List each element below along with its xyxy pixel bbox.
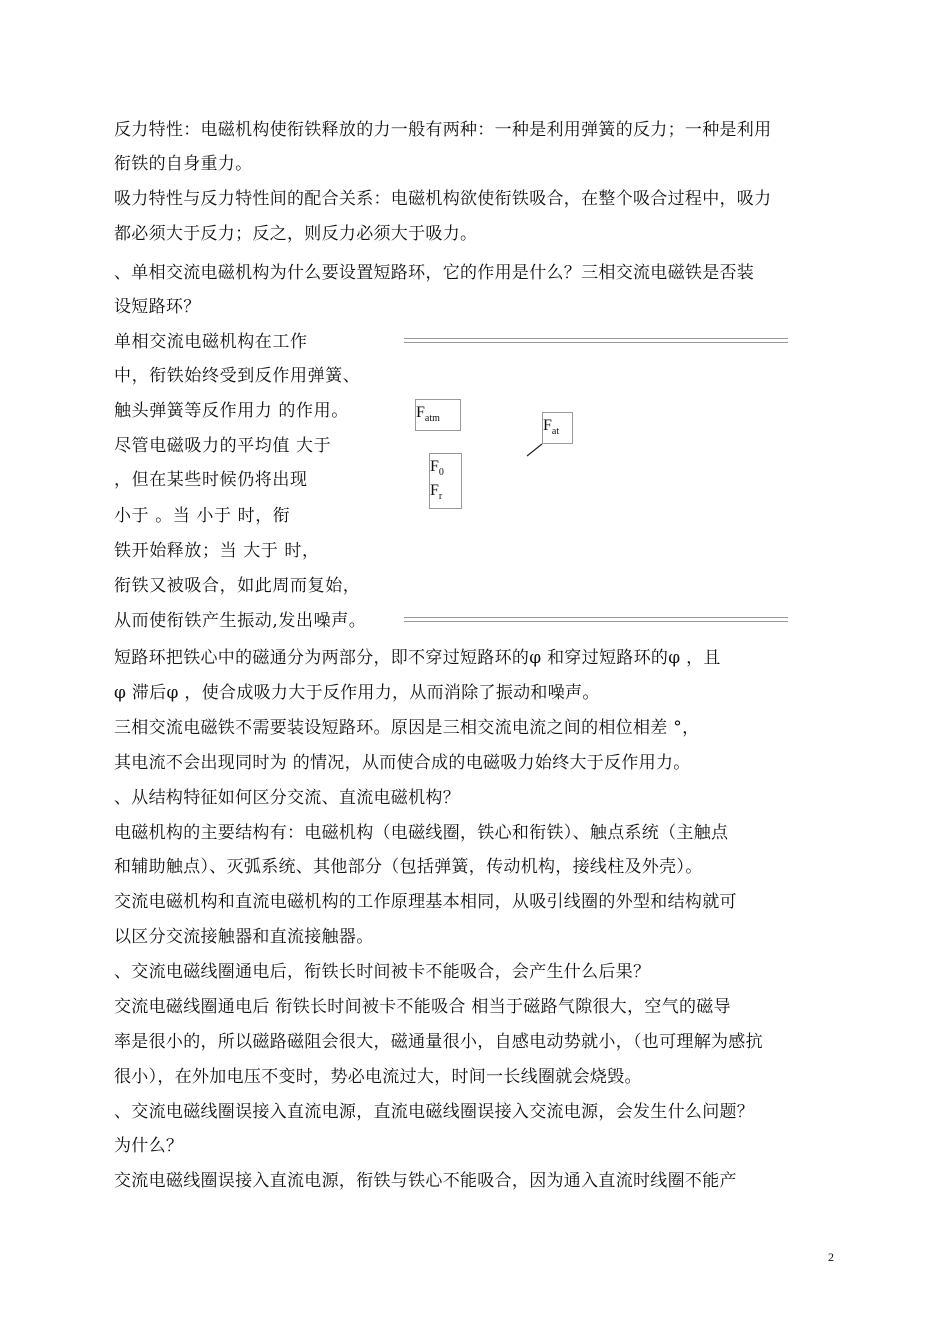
question-heading: 、交流电磁线圈误接入直流电源，直流电磁线圈误接入交流电源，会发生什么问题？ bbox=[114, 1102, 755, 1122]
paragraph-line: 都必须大于反力；反之，则反力必须大于吸力。 bbox=[114, 224, 478, 244]
side-text-line: 铁开始释放；当 大于 时， bbox=[114, 541, 320, 561]
paragraph-line: 吸力特性与反力特性间的配合关系：电磁机构欲使衔铁吸合，在整个吸合过程中，吸力 bbox=[114, 189, 772, 209]
side-text-line: 尽管电磁吸力的平均值 大于 bbox=[114, 436, 332, 456]
figure-bottom-rule bbox=[404, 617, 788, 622]
label-f-at: $F_{at}$ bbox=[542, 412, 573, 444]
side-text-line: 单相交流电磁机构在工作 bbox=[114, 332, 308, 352]
question-heading: 、从结构特征如何区分交流、直流电磁机构？ bbox=[114, 788, 460, 808]
question-heading: 、交流电磁线圈通电后，衔铁长时间被卡不能吸合，会产生什么后果？ bbox=[114, 962, 651, 982]
paragraph-line: 以区分交流接触器和直流接触器。 bbox=[114, 927, 374, 947]
side-text-line: ，但在某些时候仍将出现 bbox=[114, 470, 308, 490]
paragraph-line: 反力特性：电磁机构使衔铁释放的力一般有两种：一种是利用弹簧的反力；一种是利用 bbox=[114, 120, 772, 140]
label-f-atm: $F_{atm}$ bbox=[415, 399, 461, 431]
paragraph-line: 率是很小的，所以磁路磁阻会很大，磁通量很小，自感电动势就小，（也可理解为感抗 bbox=[114, 1032, 763, 1052]
label-f0-fr: $F_0$ $F_r$ bbox=[429, 453, 462, 509]
figure-top-rule bbox=[404, 338, 788, 343]
paragraph-line: 交流电磁机构和直流电磁机构的工作原理基本相同，从吸引线圈的外型和结构就可 bbox=[114, 892, 737, 912]
paragraph-line: 衔铁的自身重力。 bbox=[114, 154, 253, 174]
paragraph-line: 电磁机构的主要结构有：电磁机构（电磁线圈，铁心和衔铁）、触点系统（主触点 bbox=[114, 823, 729, 843]
paragraph-line: 交流电磁线圈通电后 衔铁长时间被卡不能吸合 相当于磁路气隙很大，空气的磁导 bbox=[114, 997, 731, 1017]
question-heading: 设短路环？ bbox=[114, 297, 201, 317]
side-text-line: 中，衔铁始终受到反作用弹簧、 bbox=[114, 366, 361, 386]
pointer-line bbox=[520, 443, 544, 459]
paragraph-line: 短路环把铁心中的磁通分为两部分，即不穿过短路环的φ 和穿过短路环的φ ，且 bbox=[114, 648, 721, 668]
paragraph-line: 三相交流电磁铁不需要装设短路环。原因是三相交流电流之间的相位相差 °， bbox=[114, 718, 700, 738]
side-text-line: 衔铁又被吸合，如此周而复始， bbox=[114, 576, 361, 596]
question-heading: 为什么？ bbox=[114, 1136, 184, 1156]
paragraph-line: 交流电磁线圈误接入直流电源，衔铁与铁心不能吸合，因为通入直流时线圈不能产 bbox=[114, 1171, 737, 1191]
side-text-line: 小于 。当 小于 时，衔 bbox=[114, 506, 291, 526]
question-heading: 、单相交流电磁机构为什么要设置短路环，它的作用是什么？三相交流电磁铁是否装 bbox=[114, 263, 755, 283]
side-text-line: 从而使衔铁产生振动,发出噪声。 bbox=[114, 611, 367, 631]
paragraph-line: 其电流不会出现同时为 的情况，从而使合成的电磁吸力始终大于反作用力。 bbox=[114, 753, 691, 773]
paragraph-line: 和辅助触点）、灭弧系统、其他部分（包括弹簧，传动机构，接线柱及外壳）。 bbox=[114, 857, 703, 877]
page-number: 2 bbox=[828, 1250, 834, 1264]
side-text-line: 触头弹簧等反作用力 的作用。 bbox=[114, 401, 349, 421]
paragraph-line: φ 滞后φ ，使合成吸力大于反作用力，从而消除了振动和噪声。 bbox=[114, 683, 600, 703]
paragraph-line: 很小），在外加电压不变时，势必电流过大，时间一长线圈就会烧毁。 bbox=[114, 1067, 642, 1087]
